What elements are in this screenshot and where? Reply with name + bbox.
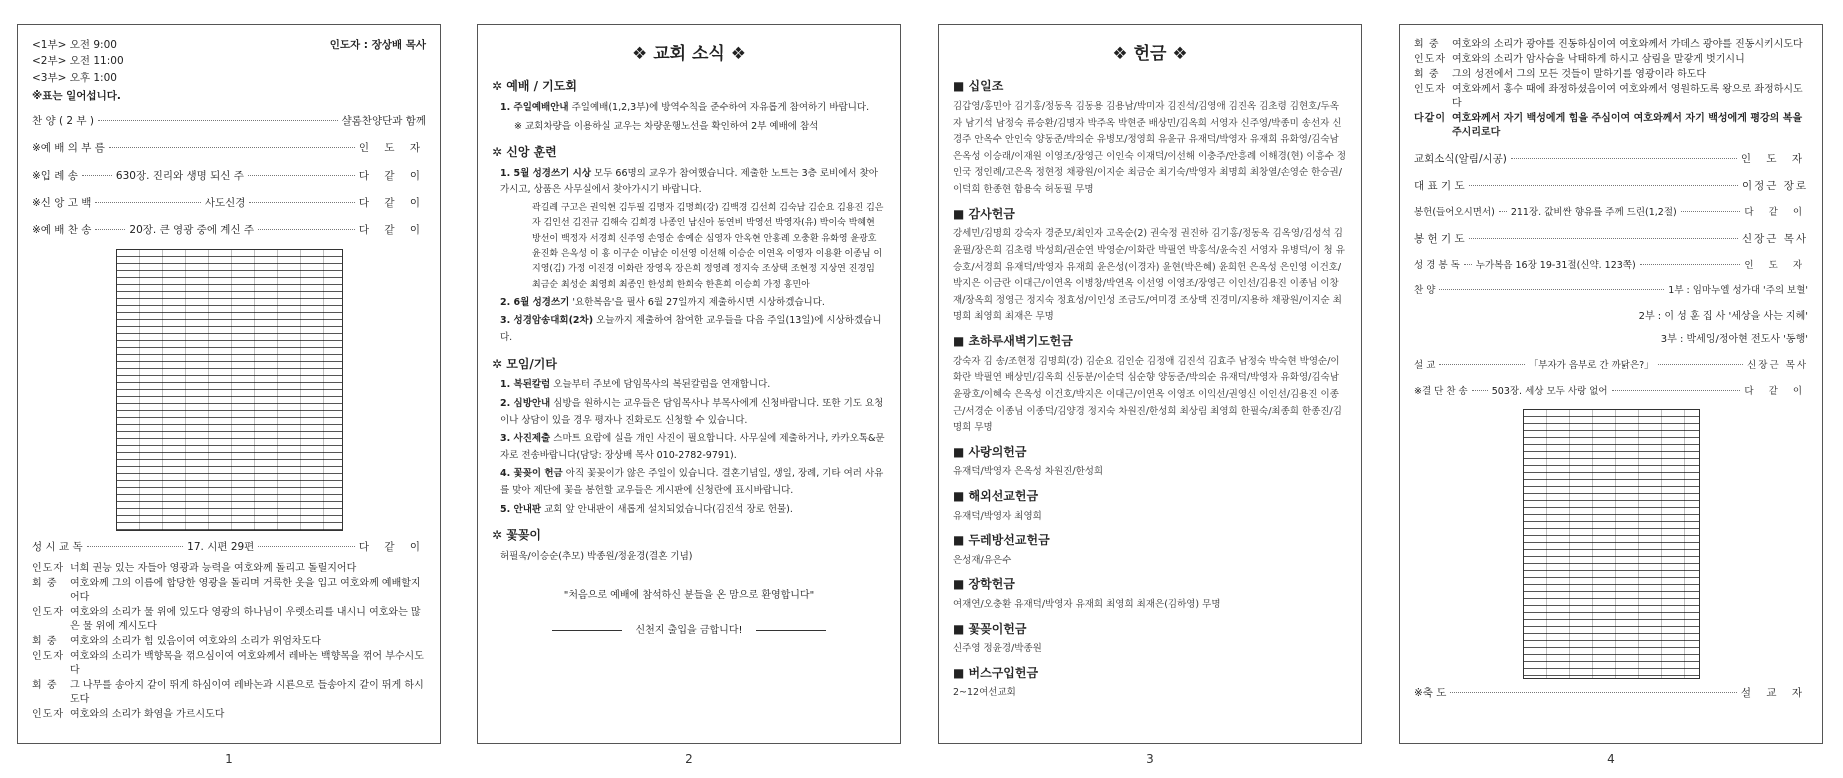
hymn-score-image <box>116 249 343 531</box>
order-row: ※신 앙 고 백 사도신경 다 같 이 <box>32 196 427 209</box>
leader-label: 인도자 : 장상배 목사 <box>329 39 426 51</box>
choir-line: 3부 : 박세잉/정아현 전도사 '동행' <box>1660 334 1808 346</box>
news-item: 3. 사진제출 스마트 요람에 실을 개인 사진이 필요합니다. 사무실에 제출하거나, 카카오톡&문자로 전송바랍니다(담당: 장상배 목사 010-2782-9791). <box>500 433 885 461</box>
bulletin-page-2 <box>477 24 901 744</box>
page-title: ❖ 교회 소식 ❖ <box>632 44 746 64</box>
offering-names: 2~12여선교회 <box>953 687 1016 699</box>
offering-heading: ■ 장학헌금 <box>953 577 1015 592</box>
service-time: <1부> 오전 9:00 <box>32 39 117 51</box>
offering-names: 유재덕/박영자 최영희 <box>953 510 1042 522</box>
order-row: 봉헌(들어오시면서) 211장. 값비싼 향유를 주께 드린(1,2절) 다 같 이 <box>1414 206 1808 218</box>
page-number: 1 <box>225 752 233 766</box>
offering-names: 강숙자 김 송/조현정 김명희(강) 김순요 김인순 김정애 김진석 김효주 남정숙 박숙현 박영순/이화란 박필연 배상민/김옥희 신동분/이순덕 심순향 양동준/박의순 유재덕/박영자 유화영/김숙남 윤광호/이혜숙 은옥성 이건호/박지은 이대근/이연옥 이영조 이익선/권영신 이인선/김용진 이종근/서경순 이종님 이종덕/김양경 정지숙 차원진/한성희 최상림 최영희 한필숙/최종희 한종진/김명희 무명 <box>953 355 1342 434</box>
news-item: 1. 복된칼럼 오늘부터 주보에 담임목사의 복된칼럼을 연재합니다. <box>500 379 771 391</box>
order-row: 대 표 기 도 이정근 장로 <box>1414 180 1808 193</box>
news-item: ※ 교회차량을 이용하실 교우는 차량운행노선을 확인하여 2부 예배에 참석 <box>514 120 819 132</box>
order-row: 성 경 봉 독 누가복음 16장 19-31절(신약. 123쪽) 인 도 자 <box>1414 259 1808 271</box>
service-times <box>32 37 124 86</box>
offering-heading: ■ 감사헌금 <box>953 206 1015 221</box>
page-number: 4 <box>1607 752 1615 766</box>
section-heading: ✲ 모임/기타 <box>492 356 557 371</box>
participant-names: 곽길례 구고은 권익현 김두필 김명자 김명희(강) 김백경 김선희 김숙남 김순요 김용진 김은자 김인선 김진규 김해숙 김희경 나종인 남신아 동연비 박영선 박영자(유) 박이숙 박혜현 방선이 백정자 서경희 신주영 손영순 송예순 심영자 안옥현 안홍례 오충환 유화영 윤광호 윤진화 은옥성 이 홍 이구순 이남순 이선영 이선해 이승순 이연옥 이영자 이용환 이종님 이지영(김) 가정 이진경 이화란 장영옥 장은희 정영례 정지숙 조상택 조현정 지상연 진경임 최금순 최성순 최영희 최종인 한성희 한희숙 한흔희 이승희 가정 홍민아 <box>532 203 884 290</box>
news-item: 허필욱/이승순(추모) 박종원/정윤경(결혼 기념) <box>500 550 693 562</box>
offering-heading: ■ 십일조 <box>953 79 1004 94</box>
bulletin-page-4 <box>1399 24 1823 744</box>
offering-names: 김갑영/홍민아 김기홍/정동옥 김동용 김용남/박미자 김진석/김영애 김진옥 김초령 김현호/두옥자 남기석 남정숙 류승환/김명자 박주옥 박현준 배상민/김옥희 서영자 신주영/박종미 송선자 신경주 안옥수 안인숙 양동준/박의순 유병모/정영희 유윤규 유재덕/박영자 유재희 유화영/김숙남 은옥성 이승래/이재원 이영조/장영근 이인숙 이재덕/이선해 이충주/안흥례 이해경(현) 이흥수 정인국 정인례/고은옥 정현정 채광원/이지순 최금순 최기숙/박영자 최명희 최창열/손영순 한승권/이덕희 한종현 함용숙 허동필 무명 <box>953 100 1347 196</box>
page-number: 2 <box>685 752 693 766</box>
order-row: ※입 례 송 630장. 진리와 생명 되신 주 다 같 이 <box>32 169 426 182</box>
news-item: 2. 심방안내 심방을 원하시는 교우들은 담임목사나 부목사에게 신청바랍니다. 또한 기도 요청이나 상담이 있을 경우 평자나 진화로도 신청할 수 있습니다. <box>500 397 884 426</box>
news-item: 4. 꽃꽂이 헌금 아직 꽃꽂이가 않은 주일이 있습니다. 결혼기념일, 생일, 장례, 기타 여러 사유를 맞아 제단에 꽃을 봉헌할 교우들은 게시판에 신청란에 표시바랍니다. <box>500 468 884 497</box>
news-item: 2. 6월 성경쓰기 '요한복음'을 필사 6월 27일까지 제출하시면 시상하겠습니다. <box>500 296 825 308</box>
offering-names: 여재연/오충환 유재덕/박영자 유재희 최영희 최재은(김하영) 무명 <box>953 599 1221 610</box>
page-number: 3 <box>1146 752 1154 766</box>
news-item: 5. 안내판 교회 앞 안내판이 새롭게 설치되었습니다(김진석 장로 헌물). <box>500 503 793 515</box>
offering-heading: ■ 버스구입헌금 <box>953 665 1039 680</box>
order-row: ※예 배 찬 송 20장. 큰 영광 중에 계신 주 다 같 이 <box>32 224 426 237</box>
service-time: <2부> 오전 11:00 <box>32 55 124 68</box>
sermon-row: 설 교 「부자가 음부로 간 까닭은?」 신장근 목사 <box>1414 359 1808 371</box>
blessing-row: ※축 도 설 교 자 <box>1414 687 1808 700</box>
bulletin-page-3 <box>938 24 1362 744</box>
order-row: 봉 헌 기 도 신장근 목사 <box>1414 233 1808 246</box>
order-row: ※예 배 의 부 름 인 도 자 <box>32 142 426 155</box>
standing-note: ※표는 일어섭니다. <box>32 89 121 102</box>
service-time: <3부> 오후 1:00 <box>32 71 117 84</box>
offering-names: 은성재/유은수 <box>953 554 1012 566</box>
reading-row: 성 시 교 독 17. 시편 29편 다 같 이 <box>32 541 426 554</box>
choir-line: 2부 : 이 성 훈 집 사 '세상을 사는 지혜' <box>1638 310 1808 322</box>
responsive-reading: 회 중 여호와의 소리가 광야를 진동하심이여 여호와께서 가데스 광야를 진동시키시도다 인도자 여호와의 소리가 암사슴을 낙태하게 하시고 삼림을 말갛게 벗기시니 회 중 그의 성전에서 그의 모든 것들이 말하기를 영광이라 하도다 인도자 여호와께서 홍수 때에 좌정하셨음이여 여호와께서 영원하도록 왕으로 좌정하시도다 다같이 여호와께서 자기 백성에게 힘을 주심이여 여호와께서 자기 백성에게 평강의 복을 주시리로다 <box>1414 39 1803 138</box>
section-heading: ✲ 신앙 훈련 <box>492 145 557 160</box>
offering-heading: ■ 두레방선교헌금 <box>953 533 1050 548</box>
news-item: 1. 주일예배안내 주일예배(1,2,3부)에 방역수칙을 준수하여 자유롭게 참여하기 바랍니다. <box>500 101 870 113</box>
news-item: 1. 5월 성경쓰기 시상 모두 66명의 교우가 참여했습니다. 제출한 노트는 3층 로비에서 찾아가시고, 상품은 사무실에서 찾아가시기 바랍니다. <box>500 167 878 196</box>
hymn-score-image <box>1523 409 1700 679</box>
order-row: 교회소식(알림/시공) 인 도 자 <box>1414 153 1808 165</box>
news-item: 3. 성경암송대회(2차) 오늘까지 제출하여 참여한 교우들을 다음 주일(13일)에 시상하겠습니다. <box>500 315 882 344</box>
offering-heading: ■ 초하루새벽기도헌금 <box>953 334 1073 349</box>
section-heading: ✲ 꽃꽂이 <box>492 528 542 543</box>
notice-line: 신천지 출입을 금합니다! <box>492 623 886 639</box>
offering-heading: ■ 꽃꽂이헌금 <box>953 621 1027 636</box>
offering-names: 강세민/김명희 강숙자 경준모/최인자 고옥순(2) 권숙정 권진하 김기홍/정동옥 김옥영/김성석 김윤필/장은희 김초령 박성희/권순연 박영순/이화란 박필연 박홍석/윤숙진 서영자 유병덕/이 청 유승호/서경희 유재덕/박영자 유재희 윤은성(이경자) 윤현(박은혜) 윤희헌 은옥성 은인영 이건호/박지은 이금란 이대근/이연옥 이병창/박연옥 이선영 이영조/장영근 이인선/김용진 이종님 이창재/장옥희 정영근 정지숙 정효성/이인성 조금도/여미경 조상택 진경미/지용하 채광원/이지순 최명희 최영희 최재은 무명 <box>953 228 1345 323</box>
offering-heading: ■ 사랑의헌금 <box>953 444 1027 459</box>
section-heading: ✲ 예배 / 기도회 <box>492 79 577 94</box>
offering-heading: ■ 해외선교헌금 <box>953 488 1039 503</box>
responsive-reading: 인도자 너희 권능 있는 자들아 영광과 능력을 여호와께 돌리고 돌릴지어다 회 중 여호와께 그의 이름에 합당한 영광을 돌리며 거룩한 옷을 입고 여호와께 예배할지어다 인도자 여호와의 소리가 물 위에 있도다 영광의 하나님이 우렛소리를 내시니 여호와는 많은 물 위에 계시도다 회 중 여호와의 소리가 힘 있음이여 여호와의 소리가 위엄차도다 인도자 여호와의 소리가 백향목을 꺾으심이여 여호와께서 레바논 백향목을 꺾어 부수시도다 회 중 그 나무를 송아지 같이 뛰게 하심이여 레바논과 시룐으로 들송아지 같이 뛰게 하시도다 인도자 여호와의 소리가 화염을 가르시도다 <box>32 562 424 720</box>
page-title: ❖ 헌금 ❖ <box>1112 44 1188 64</box>
order-row: 찬 양 ( 2 부 ) 샬롬찬양단과 함께 <box>32 115 426 128</box>
welcome-message: "처음으로 예배에 참석하신 분들을 온 맘으로 환영합니다" <box>563 589 815 601</box>
bulletin-page-1 <box>17 24 441 744</box>
order-row: 찬 양 1부 : 임마누엘 성가대 '주의 보혈' <box>1414 285 1808 297</box>
offering-names: 유재덕/박영자 은옥성 차원진/한성희 <box>953 466 1104 478</box>
offering-names: 신주영 정윤경/박종원 <box>953 643 1042 655</box>
closing-hymn-row: ※결 단 찬 송 503장. 세상 모두 사랑 없어 다 같 이 <box>1414 385 1808 397</box>
